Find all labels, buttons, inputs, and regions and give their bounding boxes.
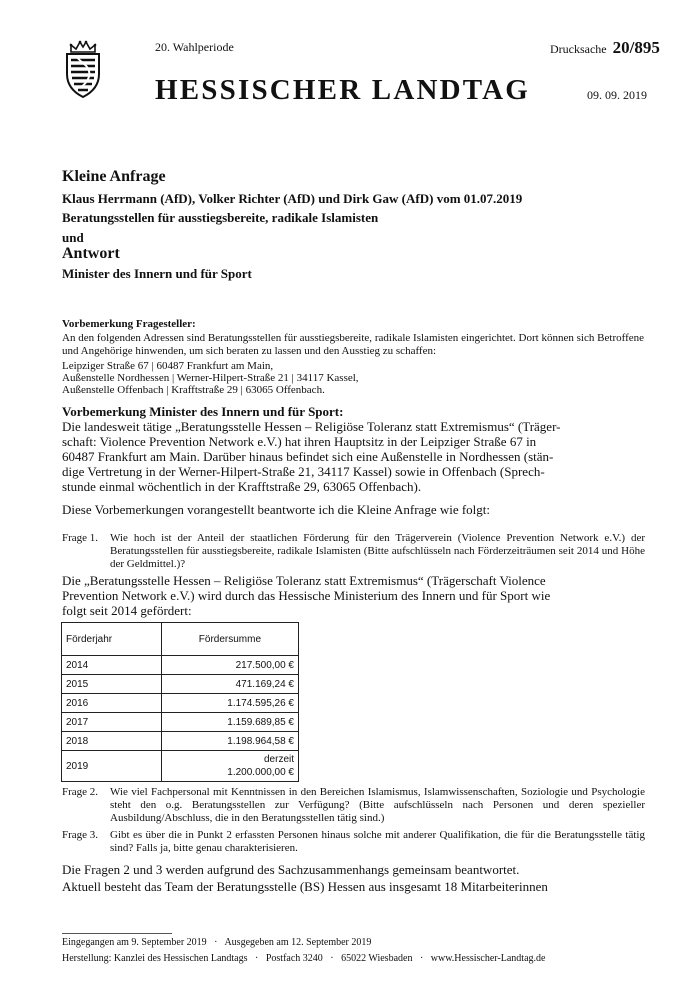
year-cell: 2015: [62, 675, 162, 694]
antwort-2-3-line: Die Fragen 2 und 3 werden aufgrund des Sachzusammenhangs gemeinsam beantwortet.: [62, 862, 520, 877]
amount-cell: 217.500,00 €: [161, 656, 298, 675]
preface-text: Diese Vorbemerkungen vorangestellt beantworte ich die Kleine Anfrage wie folgt:: [62, 502, 491, 517]
footer-divider: [62, 933, 172, 934]
year-cell: 2019: [62, 751, 162, 782]
minister-line: Minister des Innern und für Sport: [62, 266, 252, 281]
amount-cell: 471.169,24 €: [161, 675, 298, 694]
table-header-row: [62, 623, 299, 656]
frage-3-label: Frage 3.: [62, 829, 99, 841]
table-row: [62, 675, 299, 694]
frage-1-text: Wie hoch ist der Anteil der staatlichen Förderung für den Trägerverein (Violence Prevention Network e.V.) der Beratungsstellen für ausstiegsbereite, radikale Islamisten (Bitte aufschlüsseln nach Förderzeiträumen seit 2014 und Höhe der Geldmittel.)?: [110, 532, 645, 570]
amount-cell: 1.198.964,58 €: [161, 732, 298, 751]
address-line: Leipziger Straße 67 | 60487 Frankfurt am Main,: [62, 360, 274, 372]
wahlperiode-label: 20. Wahlperiode: [155, 40, 234, 54]
table-row: [62, 751, 299, 782]
year-cell: 2018: [62, 732, 162, 751]
und-line: und: [62, 230, 84, 245]
subject-line: Beratungsstellen für ausstiegsbereite, radikale Islamisten: [62, 210, 379, 225]
antwort-1-line: folgt seit 2014 gefördert:: [62, 603, 192, 618]
frage-2-label: Frage 2.: [62, 786, 99, 798]
drucksache-prefix: Drucksache: [550, 42, 607, 56]
amount-cell: 1.174.595,26 €: [161, 694, 298, 713]
column-header-amount: Fördersumme: [161, 623, 298, 656]
hessen-coat-of-arms-icon: [60, 38, 106, 100]
column-header-year: Förderjahr: [62, 623, 162, 656]
table-row: [62, 656, 299, 675]
amount-qualifier: derzeit: [263, 754, 294, 765]
vorbemerkung-minister-title: Vorbemerkung Minister des Innern und für Sport:: [62, 404, 344, 419]
frage-1-label: Frage 1.: [62, 532, 99, 544]
amount-cell: [161, 751, 298, 782]
address-line: Außenstelle Nordhessen | Werner-Hilpert-Straße 21 | 34117 Kassel,: [62, 372, 359, 384]
frage-2-text: Wie viel Fachpersonal mit Kenntnissen in den Bereichen Islamismus, Islamwissenschaften, Soziologie und Psychologie steht den o.g. Beratungsstellen zur Verfügung? (Bitte aufschlüsseln nach Personen und deren spezieller Ausbildung/Abschluss, die in den Beratungsstellen tätig sind.): [110, 786, 645, 824]
address-line: Außenstelle Offenbach | Krafftstraße 29 | 63065 Offenbach.: [62, 384, 325, 396]
amount-value: 1.200.000,00 €: [227, 767, 294, 778]
table-row: [62, 732, 299, 751]
table-row: [62, 713, 299, 732]
amount-cell: 1.159.689,85 €: [161, 713, 298, 732]
drucksache-number: 20/895: [612, 38, 660, 57]
frage-3-text: Gibt es über die in Punkt 2 erfassten Personen hinaus solche mit anderer Qualifikation, die für die Beratungsstelle tätig sind? Falls ja, bitte genau charakterisieren.: [110, 829, 645, 854]
antwort-2-3-line: Aktuell besteht das Team der Beratungsstelle (BS) Hessen aus insgesamt 18 Mitarbeiterinnen: [62, 879, 548, 894]
vorbemerkung-minister-line: 60487 Frankfurt am Main. Darüber hinaus befindet sich eine Außenstelle in Nordhessen (stän-: [62, 449, 554, 464]
drucksache-label: [550, 38, 660, 58]
document-date: 09. 09. 2019: [587, 88, 647, 102]
vorbemerkung-minister-line: Die landesweit tätige „Beratungsstelle Hessen – Religiöse Toleranz statt Extremismus“ (Träger-: [62, 419, 561, 434]
authors-line: Klaus Herrmann (AfD), Volker Richter (AfD) und Dirk Gaw (AfD) vom 01.07.2019: [62, 191, 523, 206]
antwort-1-line: Prevention Network e.V.) wird durch das Hessische Ministerium des Innern und für Sport wie: [62, 588, 551, 603]
funding-table: [61, 622, 299, 782]
antwort-1-line: Die „Beratungsstelle Hessen – Religiöse Toleranz statt Extremismus“ (Trägerschaft Violence: [62, 573, 546, 588]
footer-dates: Eingegangen am 9. September 2019 · Ausgegeben am 12. September 2019: [62, 937, 372, 948]
footer-publisher: Herstellung: Kanzlei des Hessischen Landtags · Postfach 3240 · 65022 Wiesbaden · www.Hessischer-Landtag.de: [62, 953, 546, 964]
vorbemerkung-minister-line: schaft: Violence Prevention Network e.V.) hat ihren Hauptsitz in der Leipziger Straße 67 in: [62, 434, 537, 449]
vorbemerkung-minister-line: stunde einmal wöchentlich in der Krafftstraße 29, 63065 Offenbach).: [62, 479, 422, 494]
year-cell: 2016: [62, 694, 162, 713]
vorbemerkung-fragesteller-title: Vorbemerkung Fragesteller:: [62, 318, 196, 330]
parliament-title: HESSISCHER LANDTAG: [155, 74, 531, 106]
antwort-heading: Antwort: [62, 245, 120, 262]
vorbemerkung-minister-line: dige Vertretung in der Werner-Hilpert-Straße 21, 34117 Kassel) sowie in Offenbach (Sprech-: [62, 464, 545, 479]
year-cell: 2017: [62, 713, 162, 732]
document-type: Kleine Anfrage: [62, 168, 166, 185]
year-cell: 2014: [62, 656, 162, 675]
vorbemerkung-fragesteller-text: An den folgenden Adressen sind Beratungsstellen für ausstiegsbereite, radikale Islamisten eingerichtet. Dort können sich Betroffene und Angehörige hinwenden, um sich beraten zu lassen und den Ausstieg zu schaffen:: [62, 332, 644, 357]
table-row: [62, 694, 299, 713]
